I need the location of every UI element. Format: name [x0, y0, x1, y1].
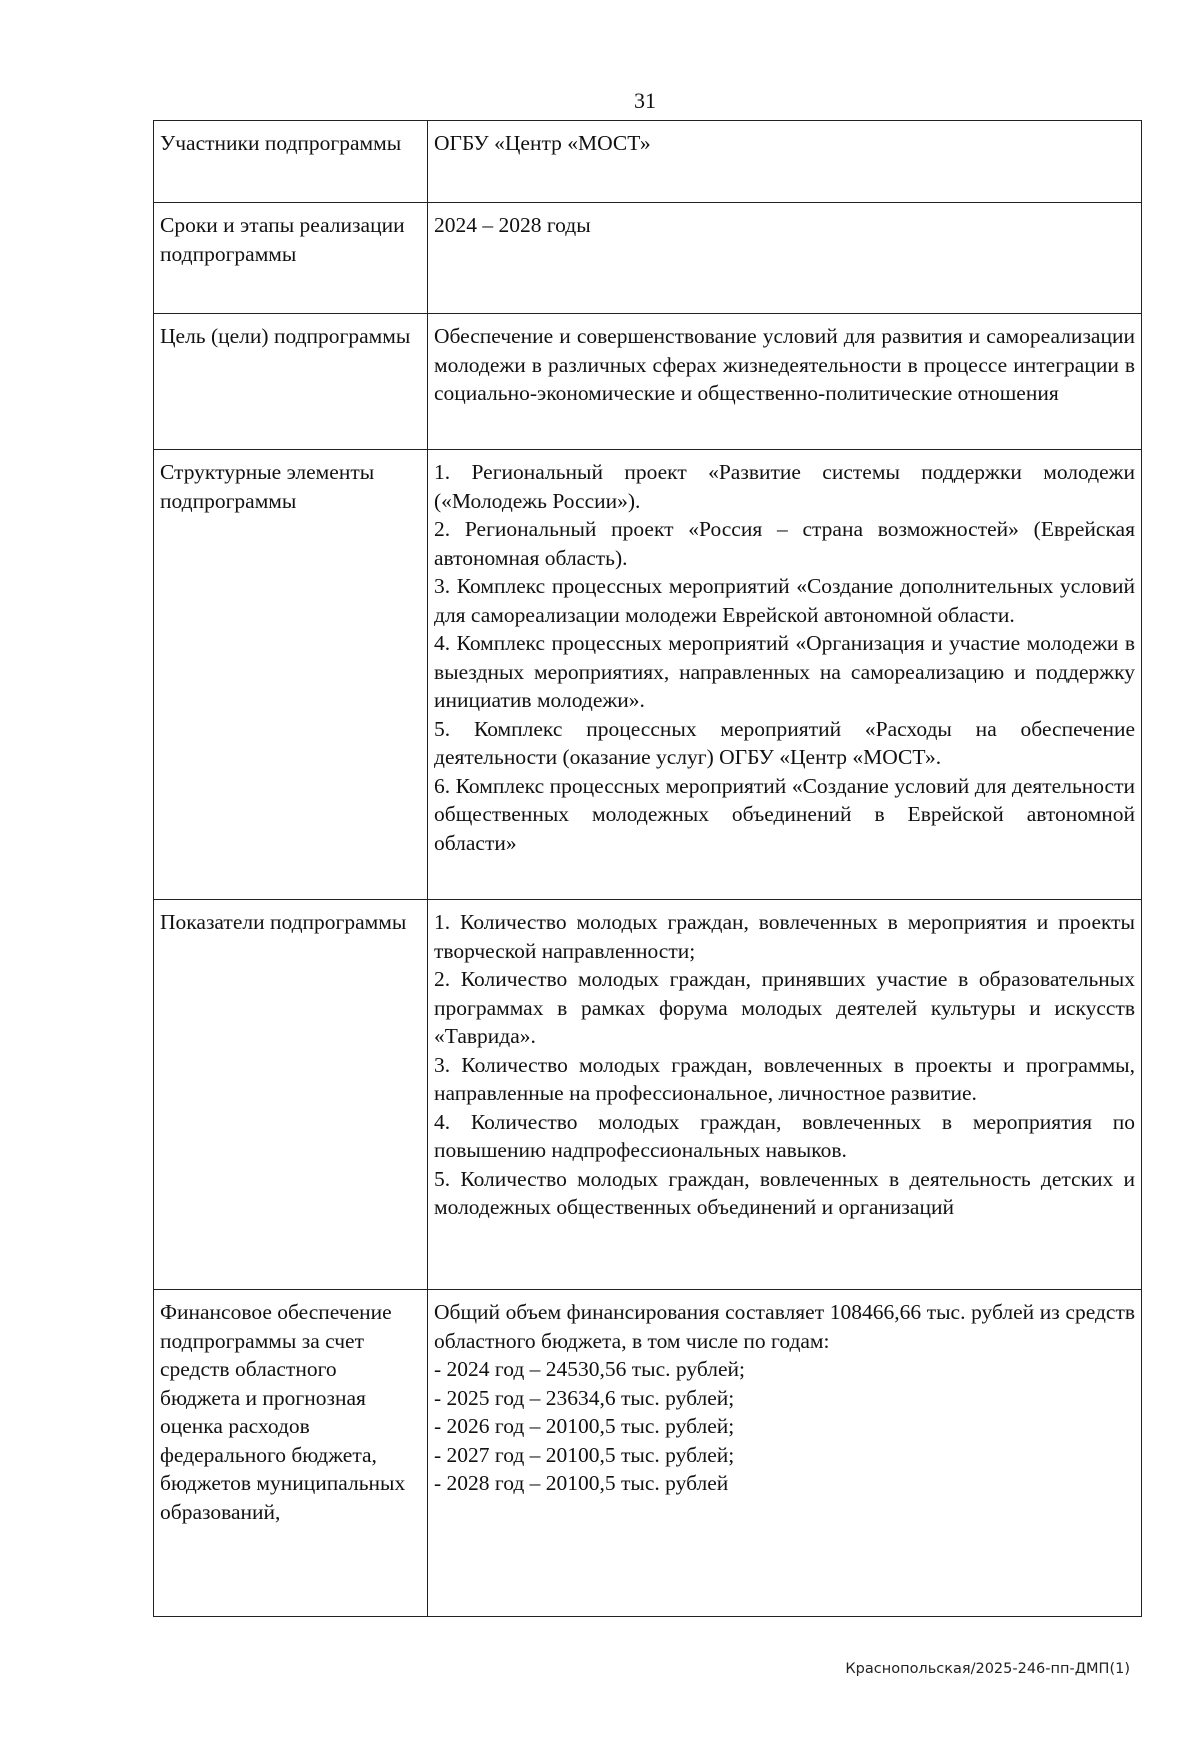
row-label-financing: Финансовое обеспечение подпрограммы за счет средств областного бюджета и прогнозная оценка расходов федерального бюджета, бюджетов муниципальных образований, — [154, 1290, 428, 1617]
paragraph: 1. Региональный проект «Развитие системы поддержки молодежи («Молодежь России»). — [434, 460, 1135, 513]
paragraph: 2. Региональный проект «Россия – страна возможностей» (Еврейская автономная область). — [434, 517, 1135, 570]
paragraph: 4. Комплекс процессных мероприятий «Организация и участие молодежи в выездных мероприятиях, направленных на самореализацию и поддержку инициатив молодежи». — [434, 631, 1135, 712]
paragraph: - 2028 год – 20100,5 тыс. рублей — [434, 1471, 729, 1495]
paragraph: - 2024 год – 24530,56 тыс. рублей; — [434, 1357, 745, 1381]
table-row — [154, 121, 1142, 203]
row-label-structural-elements: Структурные элементы подпрограммы — [154, 450, 428, 900]
row-label-participants: Участники подпрограммы — [154, 121, 428, 203]
row-label-goals: Цель (цели) подпрограммы — [154, 314, 428, 450]
page-number: 31 — [634, 88, 656, 113]
paragraph: 2024 – 2028 годы — [434, 213, 591, 237]
row-value-financing — [428, 1290, 1142, 1617]
paragraph: 1. Количество молодых граждан, вовлеченных в мероприятия и проекты творческой направленности; — [434, 910, 1135, 963]
paragraph: 2. Количество молодых граждан, принявших участие в образовательных программах в рамках форума молодых деятелей культуры и искусств «Таврида». — [434, 967, 1135, 1048]
row-value-timeline — [428, 203, 1142, 314]
paragraph: 5. Количество молодых граждан, вовлеченных в деятельность детских и молодежных общественных объединений и организаций — [434, 1166, 1135, 1219]
table-row — [154, 450, 1142, 900]
row-value-indicators — [428, 900, 1142, 1290]
table-row — [154, 314, 1142, 450]
table-row — [154, 203, 1142, 314]
row-value-goals — [428, 314, 1142, 450]
subprogram-passport-table — [153, 120, 1142, 1617]
table-row — [154, 1290, 1142, 1617]
row-value-structural-elements — [428, 450, 1142, 900]
table-row — [154, 900, 1142, 1290]
document-footer-code: Краснопольская/2025-246-пп-ДМП(1) — [845, 1661, 1130, 1677]
paragraph: 6. Комплекс процессных мероприятий «Создание условий для деятельности общественных молодежных объединений в Еврейской автономной области» — [434, 773, 1135, 855]
row-label-indicators: Показатели подпрограммы — [154, 900, 428, 1290]
paragraph: - 2027 год – 20100,5 тыс. рублей; — [434, 1442, 735, 1467]
row-label-timeline: Сроки и этапы реализации подпрограммы — [154, 203, 428, 314]
row-value-participants — [428, 121, 1142, 203]
paragraph: 3. Количество молодых граждан, вовлеченных в проекты и программы, направленные на профессиональное, личностное развитие. — [434, 1052, 1135, 1105]
paragraph: ОГБУ «Центр «МОСТ» — [434, 131, 651, 155]
paragraph: - 2026 год – 20100,5 тыс. рублей; — [434, 1414, 735, 1438]
paragraph: - 2025 год – 23634,6 тыс. рублей; — [434, 1385, 735, 1410]
paragraph: Общий объем финансирования составляет 108466,66 тыс. рублей из средств областного бюджета, в том числе по годам: — [434, 1300, 1135, 1353]
paragraph: 4. Количество молодых граждан, вовлеченных в мероприятия по повышению надпрофессиональных навыков. — [434, 1109, 1135, 1162]
paragraph: 5. Комплекс процессных мероприятий «Расходы на обеспечение деятельности (оказание услуг) ОГБУ «Центр «МОСТ». — [434, 716, 1135, 769]
paragraph: Обеспечение и совершенствование условий для развития и самореализации молодежи в различных сферах жизнедеятельности в процессе интеграции в социально-экономические и общественно-политические отношения — [434, 324, 1135, 405]
paragraph: 3. Комплекс процессных мероприятий «Создание дополнительных условий для самореализации молодежи Еврейской автономной области. — [434, 574, 1135, 627]
